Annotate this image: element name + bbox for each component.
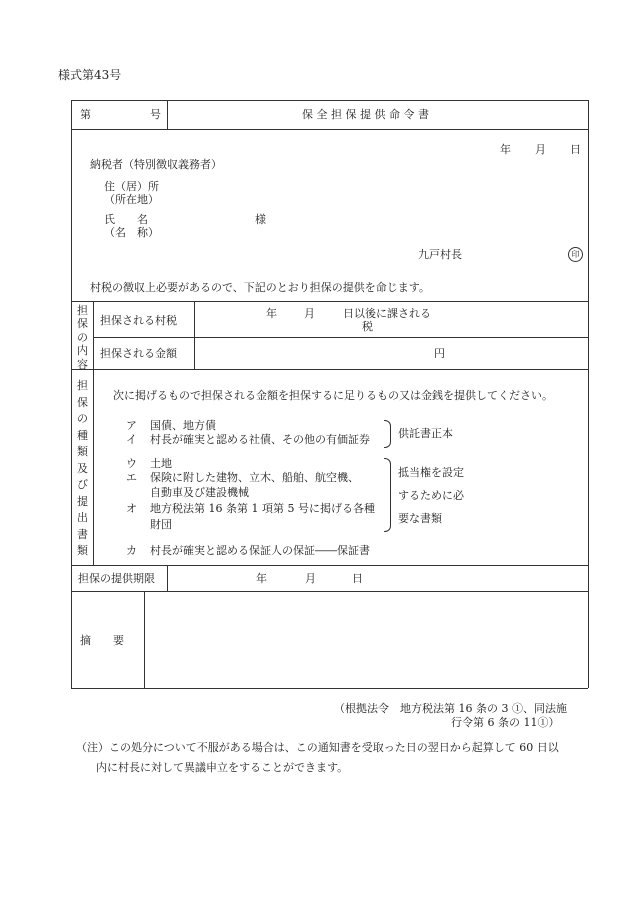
item-u-text: 土地 <box>150 457 172 470</box>
note-line-2: 内に村長に対して異議申立をすることができます。 <box>96 761 349 774</box>
item-o-mark: オ <box>126 502 137 515</box>
document-title: 保 全 担 保 提 供 命 令 書 <box>302 108 429 121</box>
address-sub-label: （所在地） <box>104 193 159 206</box>
legal-basis-line-1: （根拠法令 地方税法第 16 条の 3 ①、同法施 <box>334 702 567 715</box>
name-label: 氏 名 <box>104 213 148 226</box>
header-go: 号 <box>150 108 161 121</box>
item-o-text-2: 財団 <box>150 518 172 531</box>
name-sub-label: （名 称） <box>104 226 159 239</box>
form-number: 様式第43号 <box>58 68 122 82</box>
legal-basis-line-2: 行令第 6 条の 11①） <box>451 716 560 729</box>
group2-document-1: 抵当権を設定 <box>398 466 464 479</box>
period-day: 日 <box>352 572 363 585</box>
group2-document-3: 要な書類 <box>398 512 442 525</box>
period-year: 年 <box>256 572 267 585</box>
date-month: 月 <box>535 143 546 156</box>
brace-group1 <box>384 420 391 448</box>
group2-document-2: するために必 <box>398 489 464 502</box>
secured-tax-label: 担保される村税 <box>100 314 177 327</box>
item-e-text-1: 保険に附した建物、立木、船舶、航空機、 <box>150 471 359 484</box>
secured-tax-after: 日以後に課される <box>343 307 431 320</box>
secured-amount-yen: 円 <box>434 347 445 360</box>
item-e-text-2: 自動車及び建設機械 <box>150 486 249 499</box>
group1-document: 供託書正本 <box>398 427 453 440</box>
item-ka-text: 村長が確実と認める保証人の保証――保証書 <box>150 544 370 557</box>
period-month: 月 <box>305 572 316 585</box>
header-dai: 第 <box>80 108 91 121</box>
date-day: 日 <box>570 143 581 156</box>
seal-mark: 印 <box>568 247 583 262</box>
sama-suffix: 様 <box>255 213 266 226</box>
section-types-label: 担 保 の 種 類 及 び 提 出 書 類 <box>77 379 88 557</box>
remarks-label: 摘 要 <box>80 634 124 647</box>
item-ka-mark: カ <box>126 544 137 557</box>
note-line-1: （注）この処分について不服がある場合は、この通知書を受取った日の翌日から起算して 60 日以 <box>76 741 559 754</box>
secured-amount-label: 担保される金額 <box>100 347 177 360</box>
item-o-text-1: 地方税法第 16 条第 1 項第 5 号に掲げる各種 <box>150 502 375 515</box>
section-content-label: 担 保 の 内 容 <box>77 304 88 371</box>
brace-group2 <box>384 458 391 532</box>
item-e-mark: エ <box>126 471 137 484</box>
secured-tax-year: 年 <box>266 307 277 320</box>
secured-tax-suffix: 税 <box>362 320 373 333</box>
item-a-text: 国債、地方債 <box>150 419 216 432</box>
address-label: 住（居）所 <box>104 180 159 193</box>
issuer-name: 九戸村長 <box>418 248 462 261</box>
secured-tax-month: 月 <box>304 307 315 320</box>
item-i-text: 村長が確実と認める社債、その他の有価証券 <box>150 433 370 446</box>
period-label: 担保の提供期限 <box>78 572 155 585</box>
taxpayer-label: 納税者（特別徴収義務者） <box>90 158 222 171</box>
date-year: 年 <box>500 143 511 156</box>
item-u-mark: ウ <box>126 457 137 470</box>
types-intro: 次に掲げるもので担保される金額を担保するに足りるもの又は金銭を提供してください。 <box>113 389 553 402</box>
item-i-mark: イ <box>126 433 137 446</box>
item-a-mark: ア <box>126 419 137 432</box>
order-notice: 村税の徴収上必要があるので、下記のとおり担保の提供を命じます。 <box>90 281 430 294</box>
